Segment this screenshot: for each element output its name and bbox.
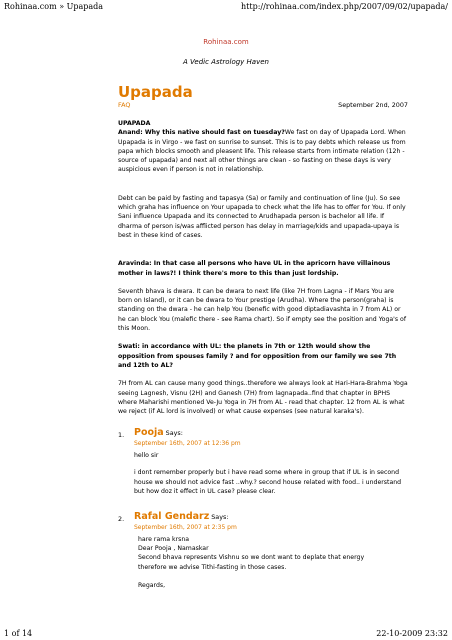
post-category-link[interactable]: FAQ (118, 101, 131, 109)
print-header-url: http://rohinaa.com/index.php/2007/09/02/upapada/ (241, 2, 448, 11)
answer-3: 7H from AL can cause many good things..therefore we always look at Hari-Hara-Brahma Yoga seeing Lagnesh, Visnu (2H) and Ganesh (7H) from lagnapada..find that chapter in BPHS where Maharishi mentioned Ve-Ju Yoga in 7H from AL - read that chapter. 12 from AL is what we reject (if AL lord is involved) or what cause expenses (see natural karaka's). (118, 380, 408, 416)
qa-block-1 (118, 128, 408, 174)
post-date: September 2nd, 2007 (338, 101, 408, 109)
post-title[interactable]: Upapada (118, 83, 193, 101)
comment-says: Says: (211, 513, 229, 522)
comment-item (118, 512, 408, 590)
post-meta (118, 101, 408, 111)
question-2: Aravinda: In that case all persons who have UL in the apricorn have villainous mother in laws?! I think there's more to this than just lordship. (118, 260, 391, 277)
comment-item (118, 428, 408, 496)
comment-line (138, 572, 408, 581)
comment-date-link[interactable]: September 16th, 2007 at 2:35 pm (134, 523, 237, 531)
comment-author-link[interactable]: Pooja (134, 427, 164, 439)
question-3: Swati: in accordance with UL: the planets in 7th or 12th would show the opposition from spouses family ? and for opposition from our family we see 7th and 12th to AL? (118, 343, 397, 369)
comment-list (118, 428, 408, 590)
comment-body (134, 535, 408, 591)
comment-line: hello sir (134, 452, 159, 460)
comment-author-link[interactable]: Rafal Gendarz (134, 511, 210, 523)
comment-date-link[interactable]: September 16th, 2007 at 12:36 pm (134, 439, 241, 447)
print-timestamp: 22-10-2009 23:32 (376, 629, 448, 638)
comment-line: Second bhava represents Vishnu so we dont want to deplate that energy (138, 554, 365, 562)
comment-line: i dont remember properly but i have read some where in group that if UL is in second house we should not advice fast ..why.? second house related with food.. i understand but how doz it effect in UL case? please clear. (134, 469, 402, 495)
print-page-number: 1 of 14 (4, 629, 33, 638)
question-1: Anand: Why this native should fast on tuesday? (118, 129, 285, 137)
comment-line: therefore we advise Tithi-fasting in those cases. (138, 563, 287, 571)
post-content (118, 84, 408, 607)
site-tagline: A Vedic Astrology Haven (183, 58, 269, 66)
print-footer (4, 626, 448, 638)
answer-2: Seventh bhava is dwara. It can be dwara to next life (like 7H from Lagna - if Mars You are born on Island), or it can be dwara to Your prestige (Arudha). Where the person(graha) is standing on the dwara - he can help You (benefic with good diptadiavashta in 7 from AL) or he can block You (malefic there - see Rama chart). So if empty see the position and Yoga's of this Moon. (118, 287, 407, 333)
comment-says: Says: (165, 429, 183, 438)
paragraph-2: Debt can be paid by fasting and tapasya (Sa) or family and continuation of line (Ju). So see which graha has influence on Your upapada to check what the life has to offer for You. If only Sani influence Upapada and its connected to Arudhapada person is bachelor all life. If dharma of person is/was afflicted person has delay in marriage/kids and upapada-upaya is best in these kind of cases. (118, 194, 406, 239)
comment-body (134, 451, 408, 496)
comment-number: 2. (118, 515, 125, 524)
comment-line: Dear Pooja , Namaskar (138, 545, 209, 553)
post-heading: UPAPADA (118, 120, 151, 127)
answer-1: We fast on day of Upapada Lord. When Upapada is in Virgo - we fast on sunrise to sunset. This is to pay debts which release us from papa which blocks smooth and pleasent life. This release starts from intimate relation (12h - source of upapada) and next all other things are clean - so fasting on these days is very auspicious even if person is not in relationship. (118, 129, 406, 174)
comment-number: 1. (118, 431, 125, 440)
comment-line: hare rama krsna (138, 535, 190, 543)
print-header-title: Rohinaa.com » Upapada (4, 2, 104, 11)
print-header (4, 2, 448, 14)
site-title-link[interactable]: Rohinaa.com (203, 38, 249, 46)
comment-line: Regards, (138, 582, 166, 590)
